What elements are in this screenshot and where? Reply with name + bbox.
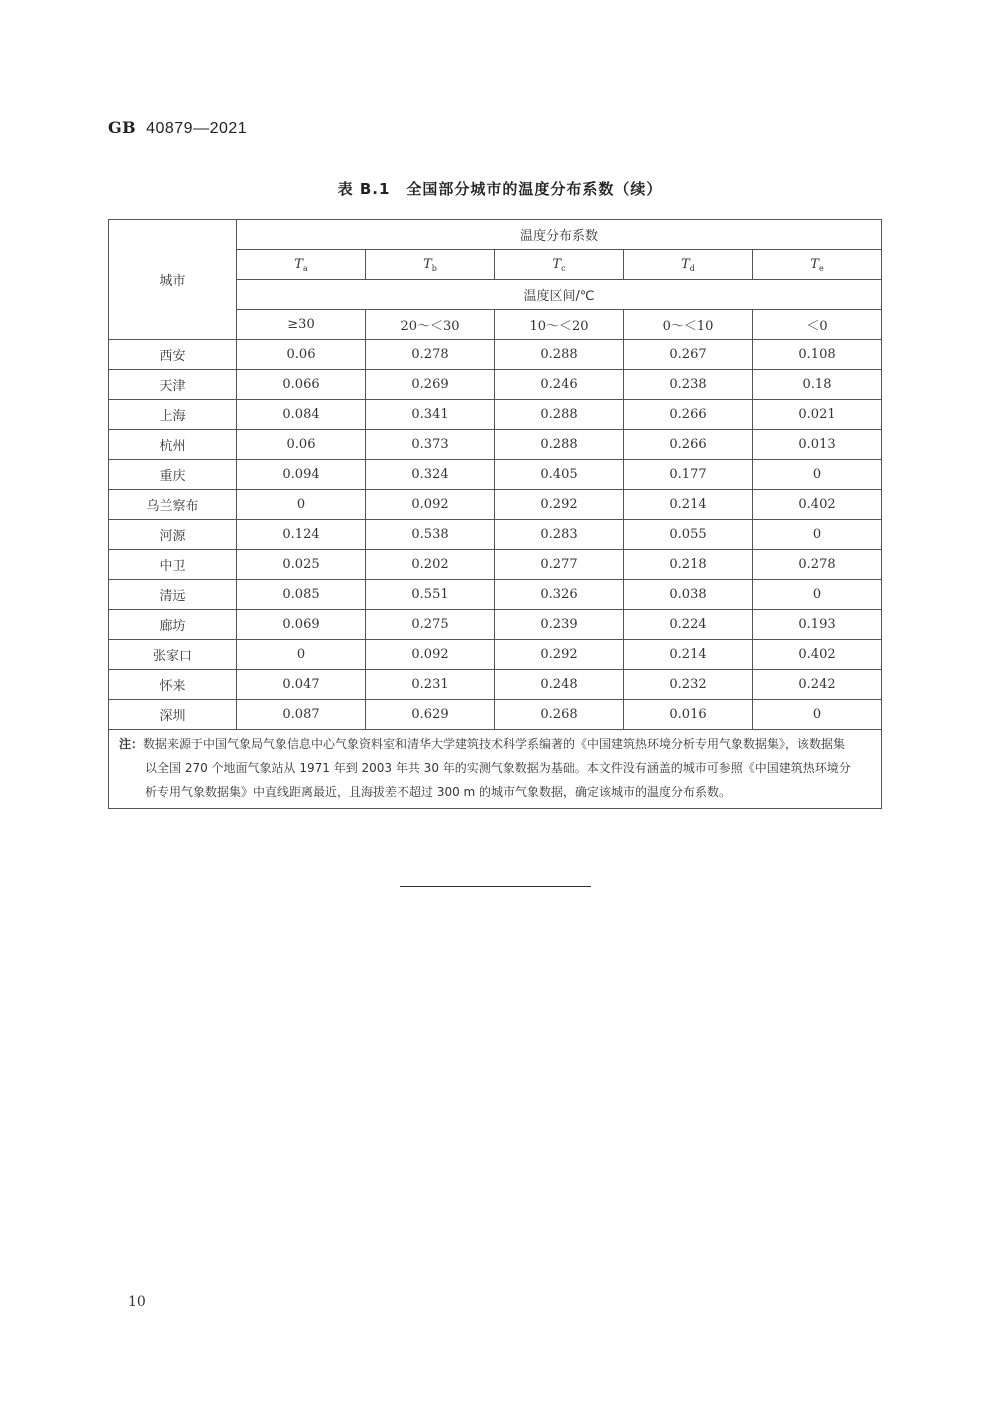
- range-header-cell: 10～＜20: [495, 310, 624, 340]
- value-cell: 0.238: [624, 370, 753, 400]
- value-cell: 0.047: [237, 670, 366, 700]
- value-cell: 0.266: [624, 430, 753, 460]
- city-cell: 重庆: [109, 460, 237, 490]
- table-row: [109, 340, 882, 370]
- city-cell: 中卫: [109, 550, 237, 580]
- value-cell: 0: [237, 490, 366, 520]
- table-row: [109, 460, 882, 490]
- symbol-header-cell: [237, 250, 366, 280]
- value-cell: 0.066: [237, 370, 366, 400]
- table-row: [109, 640, 882, 670]
- value-cell: 0.069: [237, 610, 366, 640]
- range-header-cell: 0～＜10: [624, 310, 753, 340]
- city-cell: 河源: [109, 520, 237, 550]
- value-cell: 0.18: [753, 370, 882, 400]
- document-code-prefix: GB: [108, 118, 137, 137]
- city-cell: 天津: [109, 370, 237, 400]
- symbol-header-cell: [753, 250, 882, 280]
- value-cell: 0.538: [366, 520, 495, 550]
- value-cell: 0.288: [495, 400, 624, 430]
- end-divider: [400, 886, 591, 887]
- value-cell: 0.06: [237, 430, 366, 460]
- value-cell: 0.267: [624, 340, 753, 370]
- city-cell: 乌兰察布: [109, 490, 237, 520]
- value-cell: 0.214: [624, 490, 753, 520]
- document-code-number: 40879—2021: [146, 120, 248, 137]
- value-cell: 0.288: [495, 340, 624, 370]
- value-cell: 0.016: [624, 700, 753, 730]
- range-header-cell: ≥30: [237, 310, 366, 340]
- city-cell: 上海: [109, 400, 237, 430]
- value-cell: 0.405: [495, 460, 624, 490]
- symbol-letter: T: [423, 256, 432, 272]
- value-cell: 0.038: [624, 580, 753, 610]
- value-cell: 0.06: [237, 340, 366, 370]
- table-row: [109, 700, 882, 730]
- value-cell: 0.085: [237, 580, 366, 610]
- value-cell: 0.124: [237, 520, 366, 550]
- value-cell: 0.087: [237, 700, 366, 730]
- table-row: [109, 430, 882, 460]
- city-cell: 清远: [109, 580, 237, 610]
- value-cell: 0.214: [624, 640, 753, 670]
- value-cell: 0.055: [624, 520, 753, 550]
- city-cell: 廊坊: [109, 610, 237, 640]
- value-cell: 0.094: [237, 460, 366, 490]
- coefficient-group-header: 温度分布系数: [237, 220, 882, 250]
- range-group-header: 温度区间/℃: [237, 280, 882, 310]
- table-body: [109, 340, 882, 730]
- table-row: [109, 580, 882, 610]
- city-cell: 深圳: [109, 700, 237, 730]
- value-cell: 0.224: [624, 610, 753, 640]
- value-cell: 0.266: [624, 400, 753, 430]
- value-cell: 0.402: [753, 640, 882, 670]
- range-header-cell: ＜0: [753, 310, 882, 340]
- value-cell: 0: [753, 580, 882, 610]
- note-label: 注：: [119, 737, 144, 751]
- value-cell: 0.373: [366, 430, 495, 460]
- value-cell: 0.231: [366, 670, 495, 700]
- temperature-distribution-table: [108, 219, 882, 809]
- value-cell: 0.232: [624, 670, 753, 700]
- table-row: [109, 670, 882, 700]
- symbol-letter: T: [810, 256, 819, 272]
- table-row: [109, 400, 882, 430]
- symbol-letter: T: [294, 256, 303, 272]
- table-title: 表 B.1 全国部分城市的温度分布系数（续）: [337, 180, 663, 198]
- symbol-subscript: c: [561, 263, 566, 273]
- symbol-subscript: d: [689, 263, 695, 273]
- table-row: [109, 520, 882, 550]
- value-cell: 0.108: [753, 340, 882, 370]
- table-row: [109, 370, 882, 400]
- value-cell: 0.629: [366, 700, 495, 730]
- table-row: [109, 550, 882, 580]
- city-cell: 杭州: [109, 430, 237, 460]
- page-number: 10: [128, 1294, 146, 1310]
- value-cell: 0.278: [366, 340, 495, 370]
- city-cell: 怀来: [109, 670, 237, 700]
- value-cell: 0.025: [237, 550, 366, 580]
- value-cell: 0.242: [753, 670, 882, 700]
- value-cell: 0: [753, 460, 882, 490]
- value-cell: 0.326: [495, 580, 624, 610]
- value-cell: 0.177: [624, 460, 753, 490]
- city-cell: 西安: [109, 340, 237, 370]
- value-cell: 0.239: [495, 610, 624, 640]
- symbol-header-cell: [624, 250, 753, 280]
- symbol-subscript: a: [302, 263, 308, 273]
- value-cell: 0.341: [366, 400, 495, 430]
- value-cell: 0.277: [495, 550, 624, 580]
- document-code: [108, 118, 247, 138]
- value-cell: 0.292: [495, 640, 624, 670]
- table-note: [109, 730, 882, 809]
- value-cell: 0.246: [495, 370, 624, 400]
- city-column-header: 城市: [109, 220, 237, 340]
- value-cell: 0.092: [366, 490, 495, 520]
- value-cell: 0.275: [366, 610, 495, 640]
- value-cell: 0.202: [366, 550, 495, 580]
- symbol-letter: T: [681, 256, 690, 272]
- value-cell: 0.084: [237, 400, 366, 430]
- value-cell: 0.013: [753, 430, 882, 460]
- value-cell: 0.278: [753, 550, 882, 580]
- value-cell: 0: [753, 520, 882, 550]
- table-row: [109, 490, 882, 520]
- value-cell: 0.269: [366, 370, 495, 400]
- value-cell: 0.324: [366, 460, 495, 490]
- value-cell: 0.021: [753, 400, 882, 430]
- value-cell: 0.283: [495, 520, 624, 550]
- table-row: [109, 610, 882, 640]
- value-cell: 0.193: [753, 610, 882, 640]
- value-cell: 0.551: [366, 580, 495, 610]
- symbol-header-cell: [366, 250, 495, 280]
- symbol-subscript: e: [818, 263, 824, 273]
- value-cell: 0.402: [753, 490, 882, 520]
- value-cell: 0.248: [495, 670, 624, 700]
- symbol-letter: T: [552, 256, 562, 272]
- value-cell: 0: [237, 640, 366, 670]
- range-header-cell: 20～＜30: [366, 310, 495, 340]
- value-cell: 0.268: [495, 700, 624, 730]
- city-cell: 张家口: [109, 640, 237, 670]
- value-cell: 0.292: [495, 490, 624, 520]
- value-cell: 0.092: [366, 640, 495, 670]
- value-cell: 0.218: [624, 550, 753, 580]
- value-cell: 0.288: [495, 430, 624, 460]
- symbol-header-cell: [495, 250, 624, 280]
- symbol-subscript: b: [431, 263, 437, 273]
- note-text: 数据来源于中国气象局气象信息中心气象资料室和清华大学建筑技术科学系编著的《中国建筑热环境分析专用气象数据集》，该数据集以全国 270 个地面气象站从 1971 年到 2003 年共 30 年的实测气象数据为基础。本文件没有涵盖的城市可参照《中国建筑热环境分析专用气象数据集》中直线距离最近，且海拔差不超过 300 m 的城市气象数据，确定该城市的温度分布系数。: [143, 737, 851, 799]
- value-cell: 0: [753, 700, 882, 730]
- table-container: [108, 219, 882, 809]
